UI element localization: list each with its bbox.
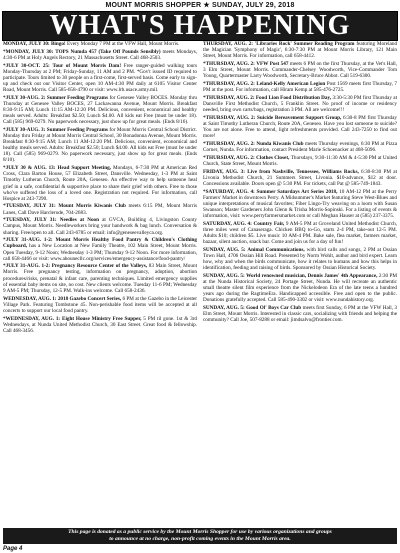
event-listing (3, 203, 197, 215)
footer-line-1: This page is donated as a public service by the Mount Morris Shopper for use by various organizations and groups (68, 529, 332, 535)
event-title: Live from Nashville, Tennessee, Williams Rocks, (247, 168, 359, 175)
event-details: 6:30-8 PM first Thursday at Saint Timothy Lutheran Church, Route 20A, Geneseo. Have you lost someone to suicide? You are not alone. Free to attend, light refreshments provided. Call 243-7250 to find out more! (203, 114, 397, 140)
event-listing (3, 95, 197, 125)
events-column-left (3, 41, 197, 526)
event-listing (3, 217, 197, 235)
event-listing (203, 141, 397, 153)
event-date: SUNDAY, AUG. 5: (203, 305, 245, 311)
event-title: Mount Morris Kiwanis Club (58, 203, 126, 210)
event-date: *SATURDAY, AUG. 4: (203, 188, 255, 195)
event-date: MONDAY, JULY 30: (3, 41, 50, 47)
event-date: *JULY 30 & AUG. 13: (3, 165, 56, 172)
event-date: *WEDNESDAY, AUG. 1: (3, 315, 61, 322)
event-details: 83 Main Street, Mount Morris. Free pregnancy testing, information on pregnancy, adoption, abortion procedures/risks, prenatal & infant care, parenting techniques. Limited emergency supplies of essential baby items on site, no cost. New clients welcome. Tuesday 11-6 PM; Wednesday 9 AM-5 PM; Thursday, 12-5 PM. Walk-ins welcome. Call 658-2436. (3, 263, 197, 294)
event-details: at GVCA, Building 4, Livingston County Campus, Mount Morris. Needleworkers bring your handwork & bag lunch. Conversation & sharing. Free/open to all. Call 243-6785 or email: info@geneseevalleyca.org. (3, 217, 197, 236)
event-listing (3, 237, 197, 261)
event-date: *THURSDAY, AUG. 2: (203, 154, 255, 161)
event-details: 2:30 PM at the Nunda Historical Society, 24 Portage Street, Nunda. He will recreate an authentic small theatre silent film experience from the Nickelodeon Era of the late teens a hundred years ago during the RagtimeEra. Handicapped accessible. Free and open to the public. Donations gratefully accepted. Call 585-490-3302 or visit: www.nundahistory.org. (203, 272, 397, 304)
event-details: with bird calls and songs, 2 PM at Ossian Town Hall, 4706 Ossian Hill Road. Presented by Norm Wohlt, author and bird expert. Learn how, why and when the birds communicate, how it relates to humans and how this helps in identification, feeding and raising of birds. Sponsored by Ossian Historical Society. (203, 246, 397, 272)
event-details: meets Thursday evenings, 6:30 PM at Pizza Corner, Nunda. For information, contact President Marie Schoenacker at 468-5096. (203, 140, 397, 153)
event-details: has a New Location at New Family Theatre, 102 Main Street, Mount Morris. Open Tuesday, 9-12 Noon; Wednesday 1-3 PM; Thursday 9-12 Noon. For more information, call 658-4466 or visit: www.abounecllc.org/services/emergency-assistance/food-pantry/ (3, 243, 197, 262)
event-details: for Genesee Valley BOCES. Monday thru Thursday at Genesee Valley BOCES, 27 Lackawanna Avenue, Mount Morris. Breakfast 8:30-9:15 AM; Lunch 11:15 AM-12:20 PM. Delicious, convenient, economical and healthy meals served. Adults: Breakfast $2.50; Lunch $4.00. All kids eat Free (must be under 18). Call (585) 969-0279. No paperwork necessary, just show up for great meals. (Ends 8/16). (3, 94, 197, 126)
event-listing (203, 273, 397, 303)
event-date: *JULY 30-AUG. 3: (3, 126, 46, 133)
event-details: meets 6 PM on the first Thursday, at the Vet's Hall, 3 Elm Street, Mount Morris. Commander-Chelsey Woodworth, Vice-Commander Tom Young, Quartermaster Larry Woodworth, Secretary-Bruce Abbot. Call 519-6300. (203, 60, 397, 80)
event-details: Post 1569 meets first Thursday, 7 PM at the post. For information, call Hiram Kemp at 585-476-2725. (203, 80, 397, 94)
event-listing (203, 155, 397, 167)
event-title: Food Lion Food Distribution Day, (255, 94, 332, 101)
footer-line-2: to announce at no charge, non-profit coming events in the Mount Morris area. (109, 536, 291, 542)
event-date: FRIDAY, AUG. 3: (203, 168, 245, 175)
event-details: meets 6:15 PM, Mount Morris Lanes, Call Dave Harclerode, 704-2683. (3, 203, 197, 216)
event-details: 6:30-8:30 PM at Livonia Methodist Church, 21 Summers Street, Livonia. $10-advance, $12 at door. Concessions available. Doors open @ 5:30 PM. For tickets, call Pat @ 585-749-1843. (203, 168, 397, 187)
event-date: *JULY 30-OCT. 25: (3, 62, 50, 69)
event-details: 3:30-5:30 PM first Thursday at Dansville First Methodist Church, 5 Franklin Street. No proof of income or residency needed, bring own carts/bags, registration 3 PM. All are welcome!!! (203, 94, 397, 113)
event-listing (203, 95, 397, 113)
event-date: SUNDAY, AUG. 5: (203, 272, 245, 279)
event-date: *THURSDAY, AUG. 2: (203, 60, 255, 67)
event-date: *JULY 31-AUG. 1-2: (3, 237, 53, 244)
event-date: *JULY 31-AUG. 1-2: (3, 263, 51, 270)
event-listing (203, 169, 397, 187)
events-columns (3, 41, 397, 526)
event-title: TOPS Numda 457 (Take Off Pounds Sensibly) (55, 48, 161, 55)
event-listing (3, 296, 197, 314)
event-listing (3, 41, 197, 47)
event-date: *THURSDAY, AUG. 2: (203, 140, 255, 147)
event-date: WEDNESDAY, AUG. 1: (3, 295, 57, 302)
event-listing (203, 247, 397, 271)
event-listing (3, 263, 197, 293)
event-title: Animal Communications, (247, 246, 305, 253)
event-listing (3, 316, 197, 334)
event-listing (203, 61, 397, 79)
event-listing (3, 49, 197, 61)
event-title: Summer Feeding Programs (46, 94, 108, 101)
event-title: 'Libraries Rock' Summer Reading Program (254, 41, 355, 47)
event-title: Nunda Kiwanis Club (256, 140, 304, 147)
event-title: World renowned musician, Dennis James' 4th Appearance, (246, 272, 378, 279)
event-details: for Mount Morris Central School District. Monday thru Friday at Mount Morris Central School, 30 Bonadonna Avenue, Mount Morris. Breakfast 8:30-9:15 AM; Lunch 11 AM-12:20 PM. Delicious, convenient, economical and healthy meals served. Adults: Breakfast $2.50; Lunch $4.00. All kids eat Free (must be under 18). Call (585) 969-0279. No paperwork necessary, just show up for great meals. (Ends 8/10). (3, 126, 197, 164)
event-details: 6 PM at the Gazebo in the Leicester Village Park. Featuring Tombstone 45. Non-perishable food items will be accepted at all concerts to support our local food pantry. (3, 295, 197, 314)
event-date: *THURSDAY, AUG. 2: (203, 114, 256, 121)
event-details: featuring Moreland the Magician 'Symphony of Magic', 6:30-7:30 PM at Mount Morris Library, 121 Main Street, Mount Morris. For information, call 658-4412. (203, 41, 397, 60)
page-title: WHAT'S HAPPENING (2, 11, 398, 41)
event-title: Needles at Noon (59, 217, 100, 224)
event-date: SATURDAY, AUG. 4: (203, 220, 252, 227)
event-listing (3, 63, 197, 93)
event-details: Free ranger-guided walking tours Monday-Thursday at 2 PM; Friday-Sunday, 11 AM and 2 PM. *Gov't issued ID required to participate. Tours limited to 30 people on a first-come, first-served basis. Come early to sign-up and check out our Visitor Center, open 10 AM-4:30 PM daily at 6105 Visitor Center Road, Mount Morris. Call 585-658-4790 or visit: www.lrb.usace.army.mil. (3, 62, 197, 94)
event-date: *THURSDAY, AUG. 2: (203, 80, 255, 87)
event-date: *TUESDAY, JULY 31: (3, 217, 57, 224)
event-title: Leland-Kelly American Legion (256, 80, 326, 87)
event-listing (203, 189, 397, 219)
event-date: *TUESDAY, JULY 31: (3, 203, 56, 210)
event-details: meets first Sunday, 6 PM at the VFW Hall, 3 Elm Street, Mount Morris. Interested in classic cars, socializing with friends and helping the community? Call Joe, 507-8288 or email: jimdsalvo@frontier.com. (203, 305, 397, 324)
event-title: Suicide Bereavement Support Group, (257, 114, 342, 121)
event-details: 5 PM til gone. 1st & 3rd Wednesdays, at Nunda United Methodist Church, 30 East Street. Great food & fellowship. Call 468-3456. (3, 315, 197, 334)
event-date: SUNDAY, AUG. 5: (203, 246, 246, 253)
event-details: Thursdays, 9:30-11:30 AM & 4-5:30 PM at United Church, State Street, Mount Morris. (203, 154, 397, 167)
event-details: 10 AM-12 PM at the Perry Farmers' Market in downtown Perry. A Midsummer's Market featuring Steve West-Blues and unique interpretations of musical favorites; Fiber Lingo-Try weaving on a loom with Susan Swanson; Master Gardeners John Glenn & Trisha Morris-Sopinski. For a listing of events & information, visit: www.perryfarmersmarket.com or call Meghan Hauser at (585) 237-3375. (203, 188, 397, 219)
footer-notice (3, 528, 397, 544)
event-date: *MONDAY, JULY 30: (3, 48, 54, 55)
masthead: MOUNT MORRIS SHOPPER ★ SUNDAY, JULY 29, 2018 (105, 2, 295, 9)
event-date: THURSDAY, AUG. 2: (203, 41, 253, 47)
event-title: VFW Post 547 (256, 60, 289, 67)
event-details: 9 AM-5 PM at Groveland United Methodist Church, three miles west of Canaseraga. Chicken BBQ to-Go, starts 2-4 PM, take-out 12-5 PM. Adults $10; children $5. Live music 10 AM-4 PM. Bake sale, flea market, farmers market, bazaar, silent auction, snack bar. Come and join us for a day of fun! (203, 220, 397, 245)
event-title: Eight House Ministry Free Supper, (61, 315, 142, 322)
event-title: Summer Feeding Programs (46, 126, 108, 133)
event-title: Country Fair, (253, 220, 285, 227)
event-listing (203, 305, 397, 323)
event-details: Mondays, 6-7:30 PM at American Red Cross, Clara Barton House, 57 Elizabeth Street, Dansville. Wednesday, 1-3 PM at Saint Timothy Lutheran Church, Route 20A, Geneseo. An effective way to help someone heal grief in a safe, confidential & supportive place to share their grief with others. Free to those who've suffered the loss of a loved one. Registration not required. For information, call Hospice at 243-7290. (3, 165, 197, 202)
event-listing (203, 221, 397, 245)
event-date: *THURSDAY, AUG. 2: (203, 94, 255, 101)
event-title: Head Support Meeting, (57, 165, 111, 172)
event-listing (3, 127, 197, 164)
event-details: Every Monday 7 PM at the VFW Hall, Mount Morris. (66, 41, 180, 47)
event-details: meets Mondays, 4:30-6 PM at Holy Angels Rectory, 21 Massachusetts Street. Call 468-2503. (3, 48, 197, 61)
event-title: Summer Saturdays Art Series 2018, (256, 188, 338, 195)
event-title: Mount Morris Healthy Food Pantry & Children's Clothing Cupboard, (3, 237, 197, 250)
event-title: Tour of Mount Morris Dam! (52, 62, 122, 69)
event-listing (203, 41, 397, 59)
event-date: *JULY 30-AUG. 2: (3, 94, 46, 101)
page-number: Page 4 (3, 546, 23, 552)
event-listing (203, 115, 397, 139)
event-title: Good Ol' Boys Car Club (246, 305, 302, 311)
event-title: Bingo! (50, 41, 66, 47)
event-title: 2018 Gazebo Concert Series, (57, 295, 122, 302)
event-listing (203, 81, 397, 93)
event-title: Clothes Closet, (256, 154, 290, 161)
event-listing (3, 165, 197, 202)
events-column-right (203, 41, 397, 526)
event-title: Pregnancy Resource Center of the Valleys, (51, 263, 148, 270)
